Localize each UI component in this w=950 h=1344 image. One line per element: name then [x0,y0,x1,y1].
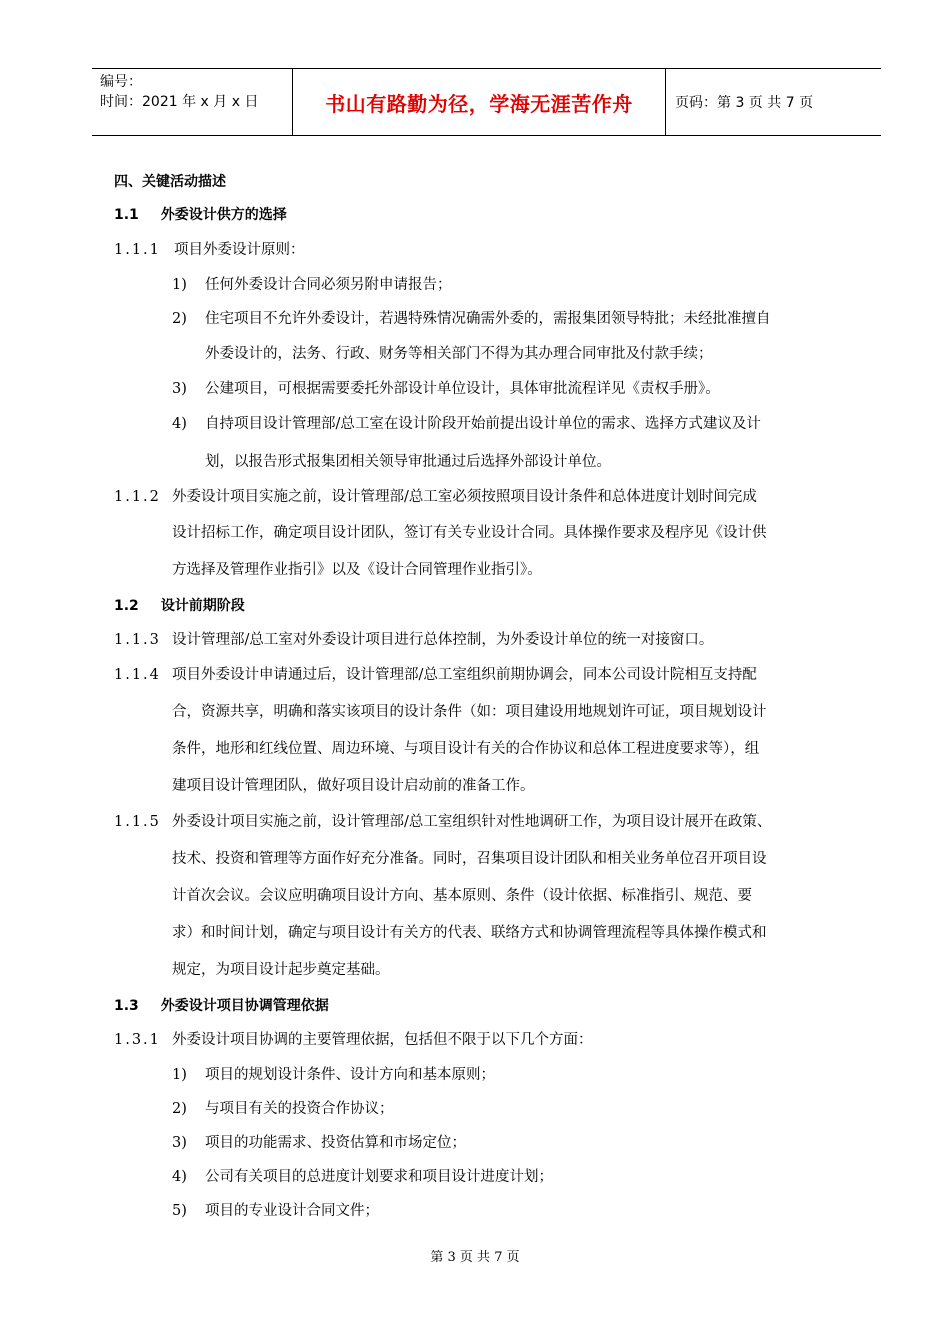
item-number: 1) [172,1067,187,1083]
list-item [172,414,761,434]
clause-text: 外委设计项目实施之前，设计管理部/总工室必须按照项目设计条件和总体进度计划时间完成 [172,489,757,505]
clause-1-1-4 [114,665,757,685]
item-text: 任何外委设计合同必须另附申请报告； [205,277,452,293]
time-label: 时间：2021 年 x 月 x 日 [100,94,259,110]
item-text: 公建项目，可根据需要委托外部设计单位设计，具体审批流程详见《责权手册》。 [205,381,720,397]
page-footer: 第 3 页 共 7 页 [430,1250,520,1265]
item-text: 项目的专业设计合同文件； [205,1203,379,1219]
heading-number: 1.2 [114,598,139,614]
list-item [172,309,771,329]
list-item [172,1065,495,1085]
item-text: 项目的规划设计条件、设计方向和基本原则； [205,1067,495,1083]
clause-text-continued: 计首次会议。会议应明确项目设计方向、基本原则、条件（设计依据、标准指引、规范、要 [172,888,752,904]
code-label: 编号： [100,74,142,90]
item-text-continued: 外委设计的，法务、行政、财务等相关部门不得为其办理合同审批及付款手续； [205,346,713,362]
clause-1-1-3 [114,630,713,650]
item-text: 与项目有关的投资合作协议； [205,1101,394,1117]
section-title: 四、关键活动描述 [114,174,226,190]
clause-number: 1.1.3 [114,632,161,648]
item-text: 公司有关项目的总进度计划要求和项目设计进度计划； [205,1169,553,1185]
heading-text: 外委设计供方的选择 [160,207,287,223]
item-number: 3) [172,1135,187,1151]
header-page-label: 页码：第 3 页 共 7 页 [675,95,814,111]
clause-number: 1.1.1 [114,242,161,258]
item-text: 住宅项目不允许外委设计，若遇特殊情况确需外委的，需报集团领导特批；未经批准擅自 [205,311,771,327]
clause-1-1-2 [114,487,757,507]
heading-number: 1.3 [114,998,139,1014]
clause-text-continued: 技术、投资和管理等方面作好充分准备。同时，召集项目设计团队和相关业务单位召开项目设 [172,851,767,867]
item-number: 4) [172,416,187,432]
list-item [172,379,720,399]
clause-number: 1.1.2 [114,489,161,505]
document-header [92,68,881,136]
header-meta [92,69,293,135]
item-number: 2) [172,311,187,327]
list-item [172,1201,379,1221]
clause-text-continued: 建项目设计管理团队，做好项目设计启动前的准备工作。 [172,778,535,794]
heading-1-2 [114,596,245,616]
list-item [172,1099,394,1119]
clause-number: 1.1.5 [114,814,161,830]
heading-text: 外委设计项目协调管理依据 [160,998,329,1014]
heading-1-1 [114,205,287,225]
heading-number: 1.1 [114,207,139,223]
clause-text-continued: 规定，为项目设计起步奠定基础。 [172,962,390,978]
item-number: 5) [172,1203,187,1219]
item-text: 项目的功能需求、投资估算和市场定位； [205,1135,466,1151]
list-item [172,1167,553,1187]
clause-1-3-1 [114,1030,593,1050]
clause-text-continued: 求）和时间计划，确定与项目设计有关方的代表、联络方式和协调管理流程等具体操作模式和 [172,925,767,941]
item-number: 3) [172,381,187,397]
clause-text-continued: 合，资源共享，明确和落实该项目的设计条件（如：项目建设用地规划许可证，项目规划设计 [172,704,767,720]
item-text-continued: 划，以报告形式报集团相关领导审批通过后选择外部设计单位。 [205,454,611,470]
list-item [172,275,452,295]
clause-text-continued: 设计招标工作，确定项目设计团队，签订有关专业设计合同。具体操作要求及程序见《设计供 [172,525,767,541]
item-number: 2) [172,1101,187,1117]
item-number: 1) [172,277,187,293]
clause-number: 1.3.1 [114,1032,161,1048]
clause-text: 项目外委设计原则： [174,242,305,258]
heading-1-3 [114,996,329,1016]
clause-text: 设计管理部/总工室对外委设计项目进行总体控制，为外委设计单位的统一对接窗口。 [172,632,714,648]
clause-text-continued: 条件，地形和红线位置、周边环境、与项目设计有关的合作协议和总体工程进度要求等），组 [172,741,760,757]
clause-text-continued: 方选择及管理作业指引》以及《设计合同管理作业指引》。 [172,562,542,578]
list-item [172,1133,466,1153]
clause-1-1-1 [114,240,305,260]
item-number: 4) [172,1169,187,1185]
clause-text: 项目外委设计申请通过后，设计管理部/总工室组织前期协调会，同本公司设计院相互支持配 [172,667,757,683]
clause-1-1-5 [114,812,771,832]
clause-number: 1.1.4 [114,667,161,683]
header-motto: 书山有路勤为径，学海无涯苦作舟 [293,69,666,135]
clause-text: 外委设计项目协调的主要管理依据，包括但不限于以下几个方面： [172,1032,593,1048]
item-text: 自持项目设计管理部/总工室在设计阶段开始前提出设计单位的需求、选择方式建议及计 [205,416,761,432]
heading-text: 设计前期阶段 [160,598,245,614]
clause-text: 外委设计项目实施之前，设计管理部/总工室组织针对性地调研工作，为项目设计展开在政策、 [172,814,772,830]
